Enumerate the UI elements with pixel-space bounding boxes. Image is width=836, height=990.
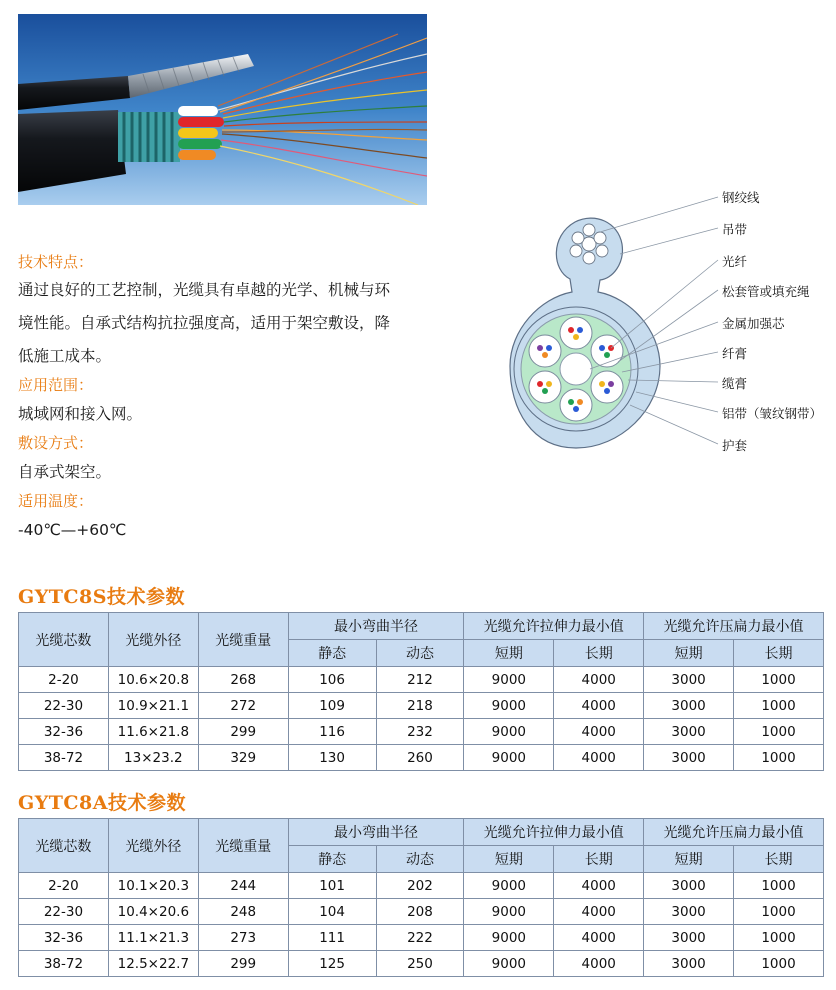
cable-product-photo [18, 14, 427, 205]
laying-title: 敷设方式： [18, 434, 94, 452]
table-cell: 4000 [554, 745, 644, 771]
table-cell: 10.6×20.8 [108, 667, 198, 693]
table-row [19, 873, 824, 899]
table-cell: 109 [288, 693, 376, 719]
spec-table-gytc8s [18, 612, 824, 771]
table-cell: 32-36 [19, 925, 109, 951]
tech-line-1: 通过良好的工艺控制，光缆具有卓越的光学、机械与环 [18, 281, 391, 299]
table-cell: 244 [198, 873, 288, 899]
header-crush: 光缆允许压扁力最小值 [644, 819, 824, 846]
table-cell: 4000 [554, 899, 644, 925]
application-text: 城域网和接入网。 [18, 405, 143, 423]
tech-line-2: 境性能。自承式结构抗拉强度高，适用于架空敷设，降 [18, 314, 391, 332]
table-cell: 3000 [644, 925, 734, 951]
label-cable-gel: 缆膏 [722, 376, 748, 391]
table-cell: 10.4×20.6 [108, 899, 198, 925]
header-bend-radius: 最小弯曲半径 [288, 819, 464, 846]
table-cell: 11.6×21.8 [108, 719, 198, 745]
table-cell: 104 [288, 899, 376, 925]
table-cell: 212 [376, 667, 464, 693]
table-cell: 106 [288, 667, 376, 693]
table-cell: 1000 [734, 745, 824, 771]
header-bend-radius: 最小弯曲半径 [288, 613, 464, 640]
table-cell: 272 [198, 693, 288, 719]
tech-features-text [18, 274, 438, 373]
header-weight: 光缆重量 [198, 613, 288, 667]
table-cell: 4000 [554, 925, 644, 951]
table-cell: 22-30 [19, 693, 109, 719]
header-diameter: 光缆外径 [108, 613, 198, 667]
header-tensile-long: 长期 [554, 640, 644, 667]
header-tensile: 光缆允许拉伸力最小值 [464, 819, 644, 846]
table-cell: 260 [376, 745, 464, 771]
table-cell: 3000 [644, 951, 734, 977]
table-cell: 2-20 [19, 873, 109, 899]
table-cell: 12.5×22.7 [108, 951, 198, 977]
header-crush-long: 长期 [734, 846, 824, 873]
table-cell: 1000 [734, 693, 824, 719]
table-cell: 299 [198, 719, 288, 745]
table-cell: 218 [376, 693, 464, 719]
label-aluminum-tape: 铝带（皱纹钢带） [722, 406, 823, 421]
table-title-gytc8a: GYTC8A技术参数 [18, 792, 187, 814]
table-row [19, 951, 824, 977]
table-cell: 38-72 [19, 745, 109, 771]
table-cell: 9000 [464, 899, 554, 925]
table-title-gytc8s: GYTC8S技术参数 [18, 586, 185, 608]
table-cell: 111 [288, 925, 376, 951]
table-cell: 202 [376, 873, 464, 899]
table-cell: 9000 [464, 745, 554, 771]
table-cell: 130 [288, 745, 376, 771]
table-cell: 1000 [734, 873, 824, 899]
table-cell: 32-36 [19, 719, 109, 745]
temperature-text: -40℃—+60℃ [18, 521, 127, 539]
table-cell: 248 [198, 899, 288, 925]
header-diameter: 光缆外径 [108, 819, 198, 873]
application-title: 应用范围： [18, 376, 94, 394]
table-row [19, 719, 824, 745]
table-cell: 3000 [644, 693, 734, 719]
table-row [19, 899, 824, 925]
header-tensile-short: 短期 [464, 640, 554, 667]
label-fiber-gel: 纤膏 [722, 346, 748, 361]
table-cell: 1000 [734, 719, 824, 745]
table-cell: 268 [198, 667, 288, 693]
header-cores: 光缆芯数 [19, 819, 109, 873]
table-cell: 208 [376, 899, 464, 925]
table-cell: 222 [376, 925, 464, 951]
table-cell: 3000 [644, 873, 734, 899]
table-cell: 299 [198, 951, 288, 977]
table-cell: 9000 [464, 693, 554, 719]
table-cell: 3000 [644, 745, 734, 771]
table-cell: 3000 [644, 899, 734, 925]
table-cell: 1000 [734, 899, 824, 925]
header-crush-short: 短期 [644, 640, 734, 667]
table-cell: 4000 [554, 951, 644, 977]
label-loose-tube: 松套管或填充绳 [722, 284, 810, 299]
table-cell: 125 [288, 951, 376, 977]
header-crush-short: 短期 [644, 846, 734, 873]
label-sheath: 护套 [722, 438, 748, 453]
header-static: 静态 [288, 846, 376, 873]
table-cell: 9000 [464, 951, 554, 977]
table-row [19, 745, 824, 771]
label-metal-strength-member: 金属加强芯 [722, 316, 785, 331]
table-cell: 101 [288, 873, 376, 899]
cable-photo-illustration [18, 14, 427, 205]
table-cell: 1000 [734, 925, 824, 951]
tech-line-3: 低施工成本。 [18, 347, 112, 365]
table-cell: 38-72 [19, 951, 109, 977]
table-cell: 4000 [554, 873, 644, 899]
table-cell: 10.1×20.3 [108, 873, 198, 899]
feature-info [18, 252, 438, 549]
table-cell: 2-20 [19, 667, 109, 693]
table-cell: 1000 [734, 951, 824, 977]
header-weight: 光缆重量 [198, 819, 288, 873]
header-dynamic: 动态 [376, 846, 464, 873]
header-tensile-long: 长期 [554, 846, 644, 873]
table-cell: 4000 [554, 667, 644, 693]
table-cell: 9000 [464, 873, 554, 899]
label-messenger-band: 吊带 [722, 222, 748, 237]
table-row [19, 925, 824, 951]
header-static: 静态 [288, 640, 376, 667]
table-cell: 9000 [464, 925, 554, 951]
table-cell: 232 [376, 719, 464, 745]
table-cell: 4000 [554, 719, 644, 745]
table-cell: 11.1×21.3 [108, 925, 198, 951]
table-cell: 329 [198, 745, 288, 771]
table-cell: 116 [288, 719, 376, 745]
table-cell: 13×23.2 [108, 745, 198, 771]
header-tensile: 光缆允许拉伸力最小值 [464, 613, 644, 640]
laying-text: 自承式架空。 [18, 463, 112, 481]
table-cell: 9000 [464, 719, 554, 745]
header-cores: 光缆芯数 [19, 613, 109, 667]
label-steel-strand: 钢绞线 [722, 190, 760, 205]
table-cell: 250 [376, 951, 464, 977]
table-row [19, 667, 824, 693]
table-cell: 3000 [644, 667, 734, 693]
table-cell: 10.9×21.1 [108, 693, 198, 719]
table-cell: 9000 [464, 667, 554, 693]
spec-table-gytc8a [18, 818, 824, 977]
table-row [19, 693, 824, 719]
table-cell: 3000 [644, 719, 734, 745]
tech-features-title: 技术特点： [18, 253, 94, 271]
header-crush-long: 长期 [734, 640, 824, 667]
table-cell: 4000 [554, 693, 644, 719]
table-cell: 1000 [734, 667, 824, 693]
header-dynamic: 动态 [376, 640, 464, 667]
header-crush: 光缆允许压扁力最小值 [644, 613, 824, 640]
temperature-title: 适用温度： [18, 492, 94, 510]
table-cell: 273 [198, 925, 288, 951]
header-tensile-short: 短期 [464, 846, 554, 873]
table-cell: 22-30 [19, 899, 109, 925]
label-optical-fiber: 光纤 [722, 254, 748, 269]
